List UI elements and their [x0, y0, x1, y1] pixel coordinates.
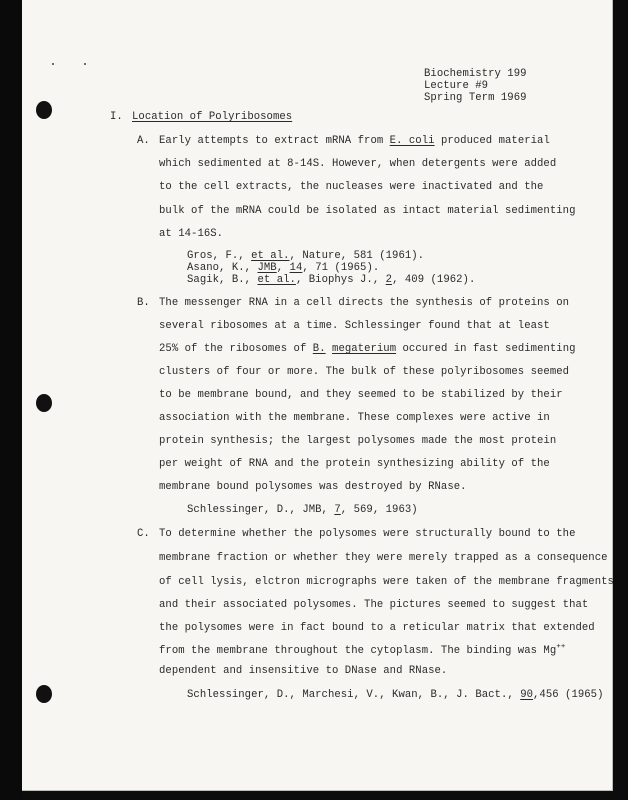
reference: [187, 262, 379, 274]
body-line: the polysomes were in fact bound to a reticular matrix that extended: [159, 622, 595, 634]
body-line: membrane bound polysomes was destroyed by RNase.: [159, 481, 467, 493]
body-line: association with the membrane. These complexes were active in: [159, 412, 550, 424]
et-al: et al.: [251, 250, 290, 262]
text-run: , Biophys J.,: [295, 274, 386, 286]
binder-hole-top: [36, 101, 52, 119]
organism-name: E. coli: [389, 135, 435, 147]
text-run: from the membrane throughout the cytoplasm. The binding was Mg: [159, 645, 557, 657]
volume-number: 2: [385, 274, 393, 286]
text-run: occured in fast sedimenting: [396, 343, 576, 355]
volume-number: 14: [289, 262, 303, 274]
item-label: A.: [137, 135, 150, 147]
volume-number: 7: [334, 504, 341, 516]
section-numeral: I.: [110, 111, 123, 123]
text-run: , 71 (1965).: [302, 262, 380, 274]
body-line: The messenger RNA in a cell directs the synthesis of proteins on: [159, 297, 570, 309]
body-line: to the cell extracts, the nucleases were inactivated and the: [159, 181, 544, 193]
paper-speck: [84, 63, 86, 65]
item-label: C.: [137, 528, 150, 540]
reference: [187, 689, 604, 701]
reference: [187, 504, 418, 516]
term: Spring Term 1969: [424, 92, 527, 104]
species-name: megaterium: [332, 343, 397, 355]
body-line: [159, 343, 576, 355]
text-run: Gros, F.,: [187, 250, 252, 262]
lecture-number: Lecture #9: [424, 80, 489, 92]
volume-number: 90: [520, 689, 534, 701]
scan-left-edge: [0, 0, 22, 800]
text-run: Asano, K.,: [187, 262, 258, 274]
binder-hole-bottom: [36, 685, 52, 703]
text-run: Schlessinger, D., JMB,: [187, 504, 335, 516]
course-name: Biochemistry 199: [424, 68, 527, 80]
body-line: membrane fraction or whether they were merely trapped as a consequence: [159, 552, 608, 564]
text-run: produced material: [434, 135, 550, 147]
text-run: Sagik, B.,: [187, 274, 258, 286]
body-line: of cell lysis, elctron micrographs were taken of the membrane fragments: [159, 576, 614, 588]
item-label: B.: [137, 297, 150, 309]
journal-name: JMB: [257, 262, 277, 274]
body-line: [159, 135, 550, 147]
text-run: ,456 (1965): [533, 689, 604, 701]
charge-superscript: ++: [556, 643, 566, 651]
body-line: dependent and insensitive to DNase and RNase.: [159, 665, 448, 677]
body-line: per weight of RNA and the protein synthesizing ability of the: [159, 458, 550, 470]
text-run: 25% of the ribosomes of: [159, 343, 313, 355]
body-line: which sedimented at 8-14S. However, when detergents were added: [159, 158, 557, 170]
body-line: protein synthesis; the largest polysomes made the most protein: [159, 435, 557, 447]
body-line: bulk of the mRNA could be isolated as intact material sedimenting: [159, 205, 576, 217]
body-line: [159, 645, 565, 657]
body-line: clusters of four or more. The bulk of these polyribosomes seemed: [159, 366, 570, 378]
text-run: , 409 (1962).: [392, 274, 476, 286]
body-line: at 14-16S.: [159, 228, 224, 240]
text-run: Schlessinger, D., Marchesi, V., Kwan, B., J. Bact.,: [187, 689, 521, 701]
reference: [187, 250, 424, 262]
body-line: several ribosomes at a time. Schlessinger found that at least: [159, 320, 550, 332]
body-line: and their associated polysomes. The pictures seemed to suggest that: [159, 599, 589, 611]
body-line: to be membrane bound, and they seemed to be stabilized by their: [159, 389, 563, 401]
reference: [187, 274, 475, 286]
text-run: , Nature, 581 (1961).: [289, 250, 425, 262]
et-al: et al.: [257, 274, 296, 286]
binder-hole-middle: [36, 394, 52, 412]
body-line: To determine whether the polysomes were structurally bound to the: [159, 528, 576, 540]
section-title: Location of Polyribosomes: [132, 111, 293, 123]
text-run: ,: [276, 262, 290, 274]
genus-name: B.: [312, 343, 326, 355]
paper-speck: [52, 63, 54, 65]
text-run: Early attempts to extract mRNA from: [159, 135, 390, 147]
text-run: , 569, 1963): [340, 504, 418, 516]
